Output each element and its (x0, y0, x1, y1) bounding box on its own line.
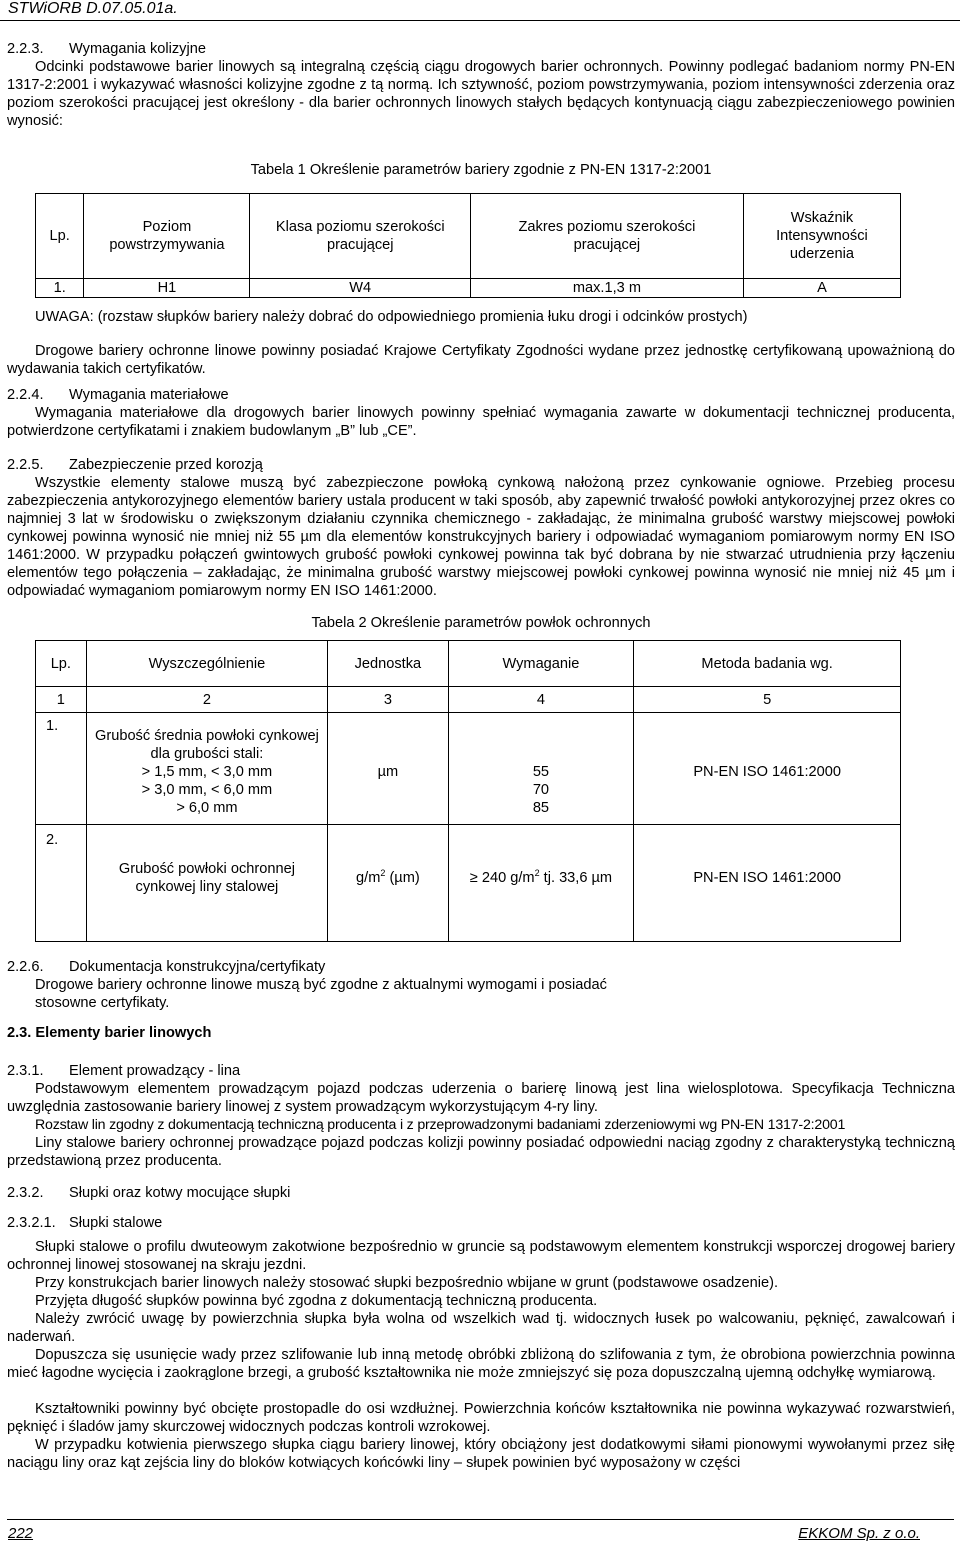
section-number: 2.3. (7, 1025, 32, 1041)
section-2-2-5-heading (7, 456, 955, 474)
footer-rule (7, 1519, 954, 1520)
section-2-2-4-paragraph: Wymagania materiałowe dla drogowych barier linowych powinny spełniać wymagania zawarte w dokumentacji technicznej producenta, potwierdzone certyfikatami i znakiem budowlanym „B” lub „CE”. (7, 405, 955, 439)
section-number: 2.3.2.1. (7, 1215, 56, 1231)
table1-row (36, 279, 901, 298)
section-2-3-1-heading (7, 1062, 955, 1080)
table1-cell: W4 (250, 279, 471, 298)
table2-number-row (36, 687, 901, 713)
req-superscript: 2 (534, 868, 540, 879)
section-2-2-3-paragraph: Odcinki podstawowe barier linowych są integralną częścią ciągu drogowych barier ochronnych. Powinny podlegać badaniom normy PN-EN 1317-2:2001 i wykazywać własności kolizyjne zgodne z tą normą. Ich sztywność, poziom powstrzymywania, poziom intensywności zderzenia oraz poziom szerokości pracującej jest określony - dla barier ochronnych linowych stałych będących kontynuacją ciągu zabezpieczeniowego powinien wynosić: (7, 59, 955, 129)
section-2-3-1-paragraph-3: Liny stalowe bariery ochronnej prowadzące pojazd podczas kolizji powinny posiadać odpowiedni naciąg zgodny z charakterystyką techniczną przedstawioną przez producenta. (7, 1135, 955, 1169)
section-2-3-2-1-heading (7, 1214, 955, 1232)
section-title: Elementy barier linowych (35, 1025, 212, 1041)
section-number: 2.2.5. (7, 457, 44, 473)
table1-caption: Tabela 1 Określenie parametrów bariery zgodnie z PN-EN 1317-2:2001 (250, 162, 712, 178)
footer-page-number: 222 (8, 1525, 34, 1542)
section-title: Wymagania materiałowe (69, 387, 229, 403)
table1-header-cell: Poziom powstrzymywania (84, 194, 250, 279)
table2-header-cell: Jednostka (328, 641, 448, 687)
table2-header-cell: Wymaganie (448, 641, 634, 687)
note-text: UWAGA: (rozstaw słupków bariery należy dobrać do odpowiedniego promienia łuku drogi i odcinków prostych) (35, 309, 748, 325)
table2-number-cell: 4 (448, 687, 634, 713)
desc-line: > 3,0 mm, < 6,0 mm (141, 782, 273, 798)
section-2-2-3-heading (7, 40, 955, 58)
table2-unit-cell: µm (328, 713, 448, 825)
table2-unit-cell (328, 825, 448, 942)
table1-header-row (36, 194, 901, 279)
section-2-2-6-heading (7, 958, 955, 976)
desc-line: cynkowej liny stalowej (135, 879, 279, 895)
table-1 (35, 193, 901, 298)
desc-line: Grubość średnia powłoki cynkowej (95, 728, 319, 744)
section-2-3-1-paragraph-1: Podstawowym elementem prowadzącym pojazd podczas uderzenia o barierę linową jest lina wielosplotowa. Specyfikacja Techniczna uwzględnia zastosowanie bariery linowej z system prowadzącym wykorzystującym 4-ry liny. (7, 1081, 955, 1115)
req-line: 55 (532, 764, 550, 780)
table2-desc-cell (86, 825, 328, 942)
table2-number-cell: 5 (634, 687, 901, 713)
section-2-3-1-paragraph-2: Rozstaw lin zgodny z dokumentacją techniczną producenta i z przeprowadzonymi badaniami zderzeniowymi wg PN-EN 1317-2:2001 (35, 1117, 846, 1133)
table2-number-cell: 1 (36, 687, 87, 713)
section-number: 2.2.4. (7, 387, 44, 403)
table2-row-2 (36, 825, 901, 942)
req-text: 240 g/m (477, 870, 535, 886)
table1-header-cell: Wskaźnik Intensywności uderzenia (743, 194, 900, 279)
section-2-3-2-1-paragraph-4: Należy zwrócić uwagę by powierzchnia słupka była wolna od wszelkich wad tj. widocznych łusek po walcowaniu, pęknięć, zawalcowań i naderwań. (7, 1311, 955, 1345)
table1-header-cell: Klasa poziomu szerokości pracującej (250, 194, 471, 279)
unit-text: g/m (356, 870, 381, 886)
section-number: 2.3.2. (7, 1185, 44, 1201)
certificates-paragraph: Drogowe bariery ochronne linowe powinny posiadać Krajowe Certyfikaty Zgodności wydane przez jednostkę certyfikowaną upoważnioną do wydawania takich certyfikatów. (7, 343, 955, 377)
section-title: Element prowadzący - lina (69, 1063, 241, 1079)
section-title: Dokumentacja konstrukcyjna/certyfikaty (69, 959, 326, 975)
req-line: 70 (532, 782, 550, 798)
desc-line: dla grubości stali: (150, 746, 264, 762)
section-2-3-2-1-paragraph-2: Przy konstrukcjach barier linowych należy stosować słupki bezpośrednio wbijane w grunt (podstawowe osadzenie). (35, 1275, 779, 1291)
unit-superscript: 2 (380, 868, 386, 879)
table1-cell: A (743, 279, 900, 298)
section-2-2-5-paragraph: Wszystkie elementy stalowe muszą być zabezpieczone powłoką cynkową nałożoną przez cynkowanie ogniowe. Przebieg procesu zabezpieczenia antykorozyjnego elementów bariery ustala producent w taki sposób, aby zapewnić trwałość powłoki antykorozyjnej przez okres co najmniej 3 lat w środowisku o zwiększonym działaniu czynnika chemicznego - zakładając, że minimalna grubość warstwy miejscowej powłoki cynkowej powinna wynosić nie mniej niż 55 µm dla elementów konstrukcyjnych bariery i odpowiadać wymaganiom pomiarowym normy EN ISO 1461:2000. W przypadku połączeń gwintowych grubość powłoki cynkowej powinna tak być dobrana by nie stwarzać utrudnienia przy łączeniu elementów tego połączenia – zakładając, że minimalna grubość warstwy miejscowej powłoki cynkowej powinna wynosić nie mniej niż 45 µm i odpowiadać wymaganiom pomiarowym normy EN ISO 1461:2000. (7, 475, 955, 599)
table1-cell: max.1,3 m (470, 279, 743, 298)
desc-line: Grubość powłoki ochronnej (118, 861, 295, 877)
geq-symbol: ≥ (469, 870, 478, 886)
section-2-3-2-heading (7, 1184, 955, 1202)
table2-row-1 (36, 713, 901, 825)
table1-note (35, 308, 935, 326)
table2-number-cell: 2 (86, 687, 328, 713)
table2-desc-cell (86, 713, 328, 825)
section-title: Słupki stalowe (69, 1215, 163, 1231)
table2-lp-cell: 1. (36, 713, 87, 825)
section-2-3-2-1-paragraph-3: Przyjęta długość słupków powinna być zgodna z dokumentacją techniczną producenta. (35, 1293, 598, 1309)
paragraph-line: Drogowe bariery ochronne linowe muszą być zgodne z aktualnymi wymogami i posiadać (35, 977, 607, 993)
section-number: 2.2.6. (7, 959, 44, 975)
table2-lp-cell: 2. (36, 825, 87, 942)
desc-line: > 6,0 mm (176, 800, 238, 816)
req-line: 85 (532, 800, 550, 816)
section-number: 2.3.1. (7, 1063, 44, 1079)
section-2-2-4-heading (7, 386, 955, 404)
section-title: Zabezpieczenie przed korozją (69, 457, 263, 473)
section-2-3-2-1-paragraph-7: W przypadku kotwienia pierwszego słupka ciągu bariery linowej, który obciążony jest dodatkowymi siłami pionowymi wywołanymi przez siłę naciągu liny oraz kąt zejścia liny do bloków kotwiących końcówki liny – słupek powinien być wyposażony w części (7, 1437, 955, 1471)
section-title: Wymagania kolizyjne (69, 41, 206, 57)
table2-req-cell (448, 825, 634, 942)
table1-header-cell: Lp. (36, 194, 84, 279)
table2-method-cell: PN-EN ISO 1461:2000 (634, 825, 901, 942)
section-2-3-heading (7, 1024, 955, 1042)
table2-header-cell: Metoda badania wg. (634, 641, 901, 687)
table1-cell: H1 (84, 279, 250, 298)
table2-method-cell: PN-EN ISO 1461:2000 (634, 713, 901, 825)
table1-header-cell: Zakres poziomu szerokości pracującej (470, 194, 743, 279)
req-text: tj. 33,6 µm (539, 870, 613, 886)
section-2-3-2-1-paragraph-6: Kształtowniki powinny być obcięte prostopadle do osi wzdłużnej. Powierzchnia końców kształtownika nie powinna wykazywać rozwarstwień, pęknięć i śladów jamy skurczowej widocznych podczas kontroli wzrokowej. (7, 1401, 955, 1435)
table2-header-cell: Lp. (36, 641, 87, 687)
table-2 (35, 640, 901, 942)
section-number: 2.2.3. (7, 41, 44, 57)
table1-cell: 1. (36, 279, 84, 298)
table2-header-cell: Wyszczególnienie (86, 641, 328, 687)
header-rule (0, 20, 960, 21)
table2-header-row (36, 641, 901, 687)
section-2-3-2-1-paragraph-1: Słupki stalowe o profilu dwuteowym zakotwione bezpośrednio w gruncie są podstawowym elementem konstrukcji wsporczej drogowej bariery ochronnej linowej stosowanej na skraju jezdni. (7, 1239, 955, 1273)
unit-text: (µm) (385, 870, 420, 886)
section-2-2-6-paragraph (7, 976, 960, 1012)
table2-req-cell (448, 713, 634, 825)
table2-caption: Tabela 2 Określenie parametrów powłok ochronnych (311, 615, 651, 631)
paragraph-line: stosowne certyfikaty. (35, 995, 170, 1011)
table2-number-cell: 3 (328, 687, 448, 713)
footer-publisher: EKKOM Sp. z o.o. (798, 1525, 920, 1542)
section-2-3-2-1-paragraph-5: Dopuszcza się usunięcie wady przez szlifowanie lub inną metodę obróbki zbliżoną do szlifowania z tym, że obrobiona powierzchnia powinna mieć łagodne wycięcia i zaokrąglone brzegi, a grubość kształtownika nie może zmniejszyć się poza dopuszczalną ujemną odchyłkę wymiarową. (7, 1347, 955, 1381)
section-title: Słupki oraz kotwy mocujące słupki (69, 1185, 291, 1201)
document-header-title: STWiORB D.07.05.01a. (8, 0, 178, 17)
desc-line: > 1,5 mm, < 3,0 mm (141, 764, 273, 780)
